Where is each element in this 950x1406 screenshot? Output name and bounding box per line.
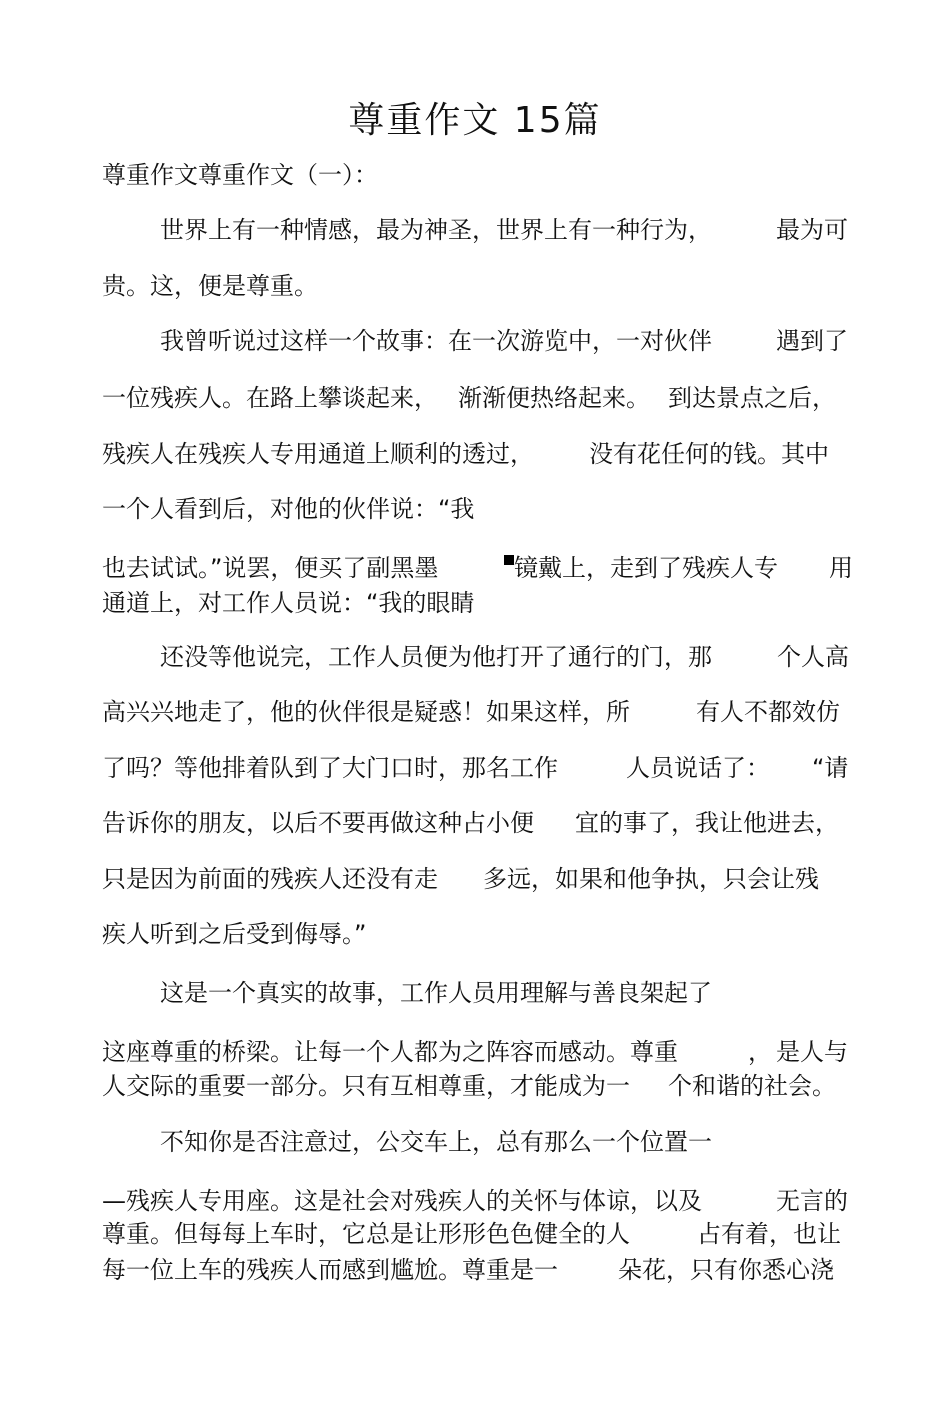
text-segment: —残疾人专用座。这是社会对残疾人的关怀与体谅，以及 [102, 1187, 702, 1215]
text-segment: 还没等他说完，工作人员便为他打开了通行的门，那 [160, 643, 712, 671]
text-segment: 镜戴上，走到了残疾人专 [514, 554, 778, 582]
paragraph-line [618, 1255, 834, 1285]
paragraph-line [776, 326, 848, 356]
paragraph-line [102, 919, 366, 949]
text-segment: ， [748, 1038, 772, 1066]
text-segment: 最为可 [776, 216, 848, 244]
paragraph-line [102, 271, 318, 301]
paragraph-line [102, 1037, 678, 1067]
text-segment: 个人高 [777, 643, 849, 671]
paragraph-line [748, 1037, 772, 1067]
paragraph-line [160, 978, 712, 1008]
text-segment: 我曾听说过这样一个故事：在一次游览中，一对伙伴 [160, 327, 712, 355]
document-title: 尊重作文 15篇 [348, 100, 602, 141]
text-segment: 有人不都效仿 [696, 698, 840, 726]
paragraph-line [102, 864, 438, 894]
text-segment: 多远，如果和他争执，只会让残 [483, 865, 819, 893]
paragraph-line [668, 383, 836, 413]
text-segment: 一位残疾人。在路上攀谈起来， [102, 384, 438, 412]
text-segment: 朵花，只有你悉心浇 [618, 1256, 834, 1284]
paragraph-line [102, 588, 474, 618]
paragraph-line [668, 1071, 836, 1101]
paragraph-line [160, 1127, 712, 1157]
text-segment: 残疾人在残疾人专用通道上顺利的透过， [102, 440, 534, 468]
ink-mark [504, 555, 514, 565]
text-segment: 是人与 [776, 1038, 848, 1066]
text-segment: 高兴兴地走了，他的伙伴很是疑惑！如果这样，所 [102, 698, 630, 726]
paragraph-line [102, 1255, 558, 1285]
text-segment: 也去试试。”说罢，便买了副黑墨 [102, 554, 439, 582]
text-segment: 人员说话了： [626, 754, 770, 782]
text-segment: 没有花任何的钱。其中 [589, 440, 829, 468]
text-segment: 这座尊重的桥梁。让每一个人都为之阵容而感动。尊重 [102, 1038, 678, 1066]
paragraph-line [160, 215, 712, 245]
paragraph-line [102, 753, 558, 783]
text-segment: 遇到了 [776, 327, 848, 355]
text-segment: 渐渐便热络起来。 [458, 384, 650, 412]
text-segment: 了吗？等他排着队到了大门口时，那名工作 [102, 754, 558, 782]
text-segment: 世界上有一种情感，最为神圣，世界上有一种行为， [160, 216, 712, 244]
text-segment: 占有着，也让 [697, 1220, 841, 1248]
paragraph-line [776, 1186, 848, 1216]
paragraph-line [776, 1037, 848, 1067]
paragraph-line [102, 553, 438, 583]
text-segment: 只是因为前面的残疾人还没有走 [102, 865, 438, 893]
text-segment: 无言的 [776, 1187, 848, 1215]
paragraph-line [102, 383, 438, 413]
paragraph-line [458, 383, 650, 413]
text-segment: 这是一个真实的故事，工作人员用理解与善良架起了 [160, 979, 712, 1007]
paragraph-line [777, 642, 849, 672]
text-segment: 一个人看到后，对他的伙伴说：“我 [102, 495, 475, 523]
text-segment: 宜的事了，我让他进去， [575, 809, 839, 837]
text-segment: 用 [829, 554, 853, 582]
text-segment: 疾人听到之后受到侮辱。” [102, 920, 367, 948]
paragraph-line [102, 808, 534, 838]
paragraph-line [160, 642, 712, 672]
paragraph-line [483, 864, 819, 894]
text-segment: 告诉你的朋友，以后不要再做这种占小便 [102, 809, 534, 837]
text-segment: 个和谐的社会。 [668, 1072, 836, 1100]
section-heading: 尊重作文尊重作文（一）： [102, 161, 378, 189]
paragraph-line [160, 326, 712, 356]
paragraph-line [589, 439, 829, 469]
paragraph-line [102, 697, 630, 727]
paragraph-line [812, 753, 848, 783]
text-segment: 到达景点之后， [668, 384, 836, 412]
paragraph-line [696, 697, 840, 727]
paragraph-line [626, 753, 770, 783]
text-segment: 每一位上车的残疾人而感到尴尬。尊重是一 [102, 1256, 558, 1284]
text-segment: 通道上，对工作人员说：“我的眼睛 [102, 589, 475, 617]
text-segment: 贵。这，便是尊重。 [102, 272, 318, 300]
paragraph-line [102, 1219, 630, 1249]
paragraph-line [829, 553, 853, 583]
paragraph-line [697, 1219, 841, 1249]
paragraph-line [102, 494, 474, 524]
paragraph-line [102, 1071, 630, 1101]
paragraph-line [776, 215, 848, 245]
paragraph-line [575, 808, 839, 838]
text-segment: 尊重。但每每上车时，它总是让形形色色健全的人 [102, 1220, 630, 1248]
text-segment: 人交际的重要一部分。只有互相尊重，才能成为一 [102, 1072, 630, 1100]
text-segment: “请 [812, 754, 849, 782]
paragraph-line [496, 553, 778, 583]
paragraph-line [102, 439, 534, 469]
paragraph-line [102, 1186, 702, 1216]
text-segment: 不知你是否注意过，公交车上，总有那么一个位置一 [160, 1128, 712, 1156]
